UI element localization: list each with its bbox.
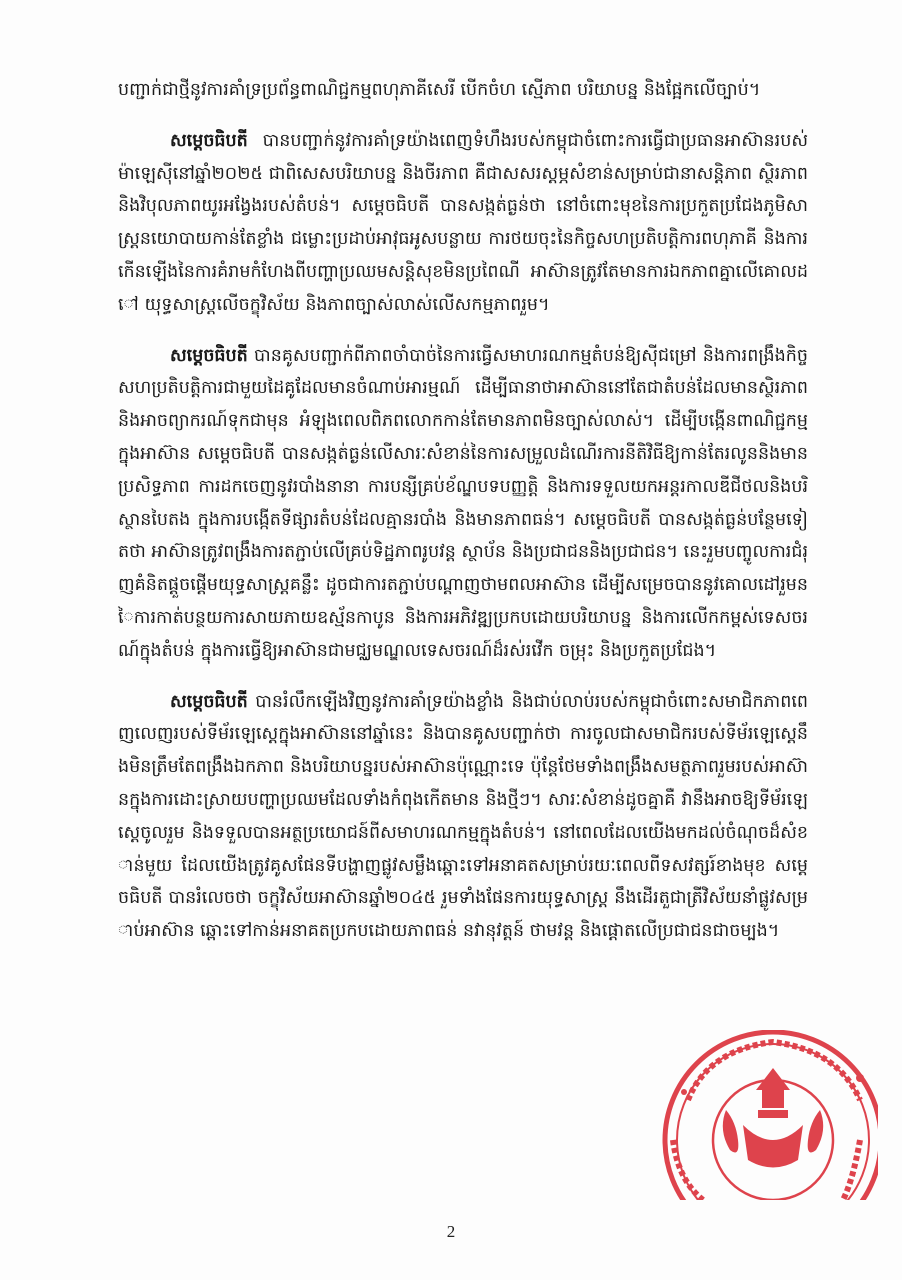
page-number: 2 xyxy=(446,1222,456,1241)
paragraph-2-lead: សម្តេចធិបតី xyxy=(170,130,248,151)
document-body xyxy=(118,74,808,966)
paragraph-2 xyxy=(118,125,808,322)
official-seal-stamp xyxy=(648,1030,878,1200)
paragraph-1-text: បញ្ជាក់ជាថ្មីនូវការគាំទ្រប្រព័ន្ធពាណិជ្ជកម្មពហុភាគីសេរី បើកចំហ ស្មើភាព បរិយាបន្ន និងផ្អែកលើច្បាប់។ xyxy=(118,80,761,100)
paragraph-1 xyxy=(118,74,808,107)
paragraph-4 xyxy=(118,686,808,948)
paragraph-3-lead: សម្តេចធិបតី xyxy=(170,345,248,366)
paragraph-2-text: បានបញ្ជាក់នូវការគាំទ្រយ៉ាងពេញទំហឹងរបស់កម្ពុជាចំពោះការធ្វើជាប្រធានអាស៊ានរបស់ម៉ាឡេស៊ីនៅឆ្នាំ២០២៥ ជាពិសេសបរិយាបន្ន និងចីរភាព គឺជាសសរស្តម្ភសំខាន់សម្រាប់ជានាសន្តិភាព ស្ថិរភាព និងវិបុលភាពយូរអង្វែងរបស់តំបន់។ សម្តេចធិបតី បានសង្កត់ធ្ងន់ថា នៅចំពោះមុខនៃការប្រកួតប្រជែងភូមិសាស្ត្រនយោបាយកាន់តែខ្លាំង ជម្លោះប្រដាប់អាវុធអូសបន្លាយ ការថយចុះនៃកិច្ចសហប្រតិបត្តិការពហុភាគី និងការកើនឡើងនៃការគំរាមកំហែងពីបញ្ហាប្រឈមសន្តិសុខមិនប្រពៃណី អាស៊ានត្រូវតែមានការឯកភាពគ្នាលើគោលដៅ យុទ្ធសាស្ត្រលើចក្ខុវិស័យ និងភាពច្បាស់លាស់លើសកម្មភាពរួម។ xyxy=(118,130,808,315)
paragraph-3-text: បានគូសបញ្ជាក់ពីភាពចាំបាច់នៃការធ្វើសមាហរណកម្មតំបន់ឱ្យស៊ីជម្រៅ និងការពង្រឹងកិច្ចសហប្រតិបត្តិការជាមួយដៃគូដែលមានចំណាប់អារម្មណ៍ ដើម្បីធានាថាអាស៊ាននៅតែជាតំបន់ដែលមានស្ថិរភាព និងអាចព្យាករណ៍ទុកជាមុន អំឡុងពេលពិភពលោកកាន់តែមានភាពមិនច្បាស់លាស់។ ដើម្បីបង្កើនពាណិជ្ជកម្មក្នុងអាស៊ាន សម្តេចធិបតី បានសង្កត់ធ្ងន់លើសារៈសំខាន់នៃការសម្រួលដំណើរការនីតិវិធីឱ្យកាន់តែរលូននិងមានប្រសិទ្ធភាព ការដកចេញនូវរបាំងនានា ការបន្សីគ្រប់ខ័ណ្ឌបទបញ្ញត្តិ និងការទទួលយកអន្តរកាលឌីជីថលនិងបរិស្ថានបៃតង ក្នុងការបង្កើតទីផ្សារតំបន់ដែលគ្មានរបាំង និងមានភាពធន់។ សម្តេចធិបតី បានសង្កត់ធ្ងន់បន្ថែមទៀតថា អាស៊ានត្រូវពង្រឹងការតភ្ជាប់លើគ្រប់ទិដ្ឋភាពរូបវន្ត ស្ថាប័ន និងប្រជាជននិងប្រជាជន។ នេះរួមបញ្ចូលការជំរុញគំនិតផ្តួចផ្តើមយុទ្ធសាស្ត្រគន្លឹះ ដូចជាការតភ្ជាប់បណ្តាញថាមពលអាស៊ាន ដើម្បីសម្រេចបាននូវគោលដៅរួមនៃការកាត់បន្ថយការសាយភាយឧស្ម័នកាបូន និងការអភិវឌ្ឍប្រកបដោយបរិយាបន្ន និងការលើកកម្ពស់ទេសចរណ៍ក្នុងតំបន់ ក្នុងការធ្វើឱ្យអាស៊ានជាមជ្ឈមណ្ឌលទេសចរណ៍ដ៏រស់រវើក ចម្រុះ និងប្រកួតប្រជែង។ xyxy=(118,345,808,661)
paragraph-4-text: បានរំលឹកឡើងវិញនូវការគាំទ្រយ៉ាងខ្លាំង និងជាប់លាប់របស់កម្ពុជាចំពោះសមាជិកភាពពេញលេញរបស់ទីម័រឡេស្តេក្នុងអាស៊ាននៅឆ្នាំនេះ និងបានគូសបញ្ជាក់ថា ការចូលជាសមាជិករបស់ទីម័រឡេស្តេនឹងមិនត្រឹមតែពង្រឹងឯកភាព និងបរិយាបន្នរបស់អាស៊ានប៉ុណ្ណោះទេ ប៉ុន្តែថែមទាំងពង្រឹងសមត្ថភាពរួមរបស់អាស៊ានក្នុងការដោះស្រាយបញ្ហាប្រឈមដែលទាំងកំពុងកើតមាន និងថ្មីៗ។ សារៈសំខាន់ដូចគ្នាគឺ វានឹងអាចឱ្យទីម័រឡេស្តេចូលរួម និងទទួលបានអត្ថប្រយោជន៍ពីសមាហរណកម្មក្នុងតំបន់។ នៅពេលដែលយើងមកដល់ចំណុចដ៏សំខាន់មួយ ដែលយើងត្រូវគូសផែនទីបង្ហាញផ្លូវសម្លឹងឆ្ពោះទៅអនាគតសម្រាប់រយៈពេលពីទសវត្សរ៍ខាងមុខ សម្តេចធិបតី បានរំលេចថា ចក្ខុវិស័យអាស៊ានឆ្នាំ២០៤៥ រួមទាំងផែនការយុទ្ធសាស្ត្រ នឹងដើរតួជាត្រីវិស័យនាំផ្លូវសម្រាប់អាស៊ាន ឆ្ពោះទៅកាន់អនាគតប្រកបដោយភាពធន់ នវានុវត្តន៍ ថាមវន្ត និងផ្តោតលើប្រជាជនជាចម្បង។ xyxy=(118,691,808,942)
paragraph-4-lead: សម្តេចធិបតី xyxy=(170,691,248,712)
paragraph-3 xyxy=(118,340,808,668)
